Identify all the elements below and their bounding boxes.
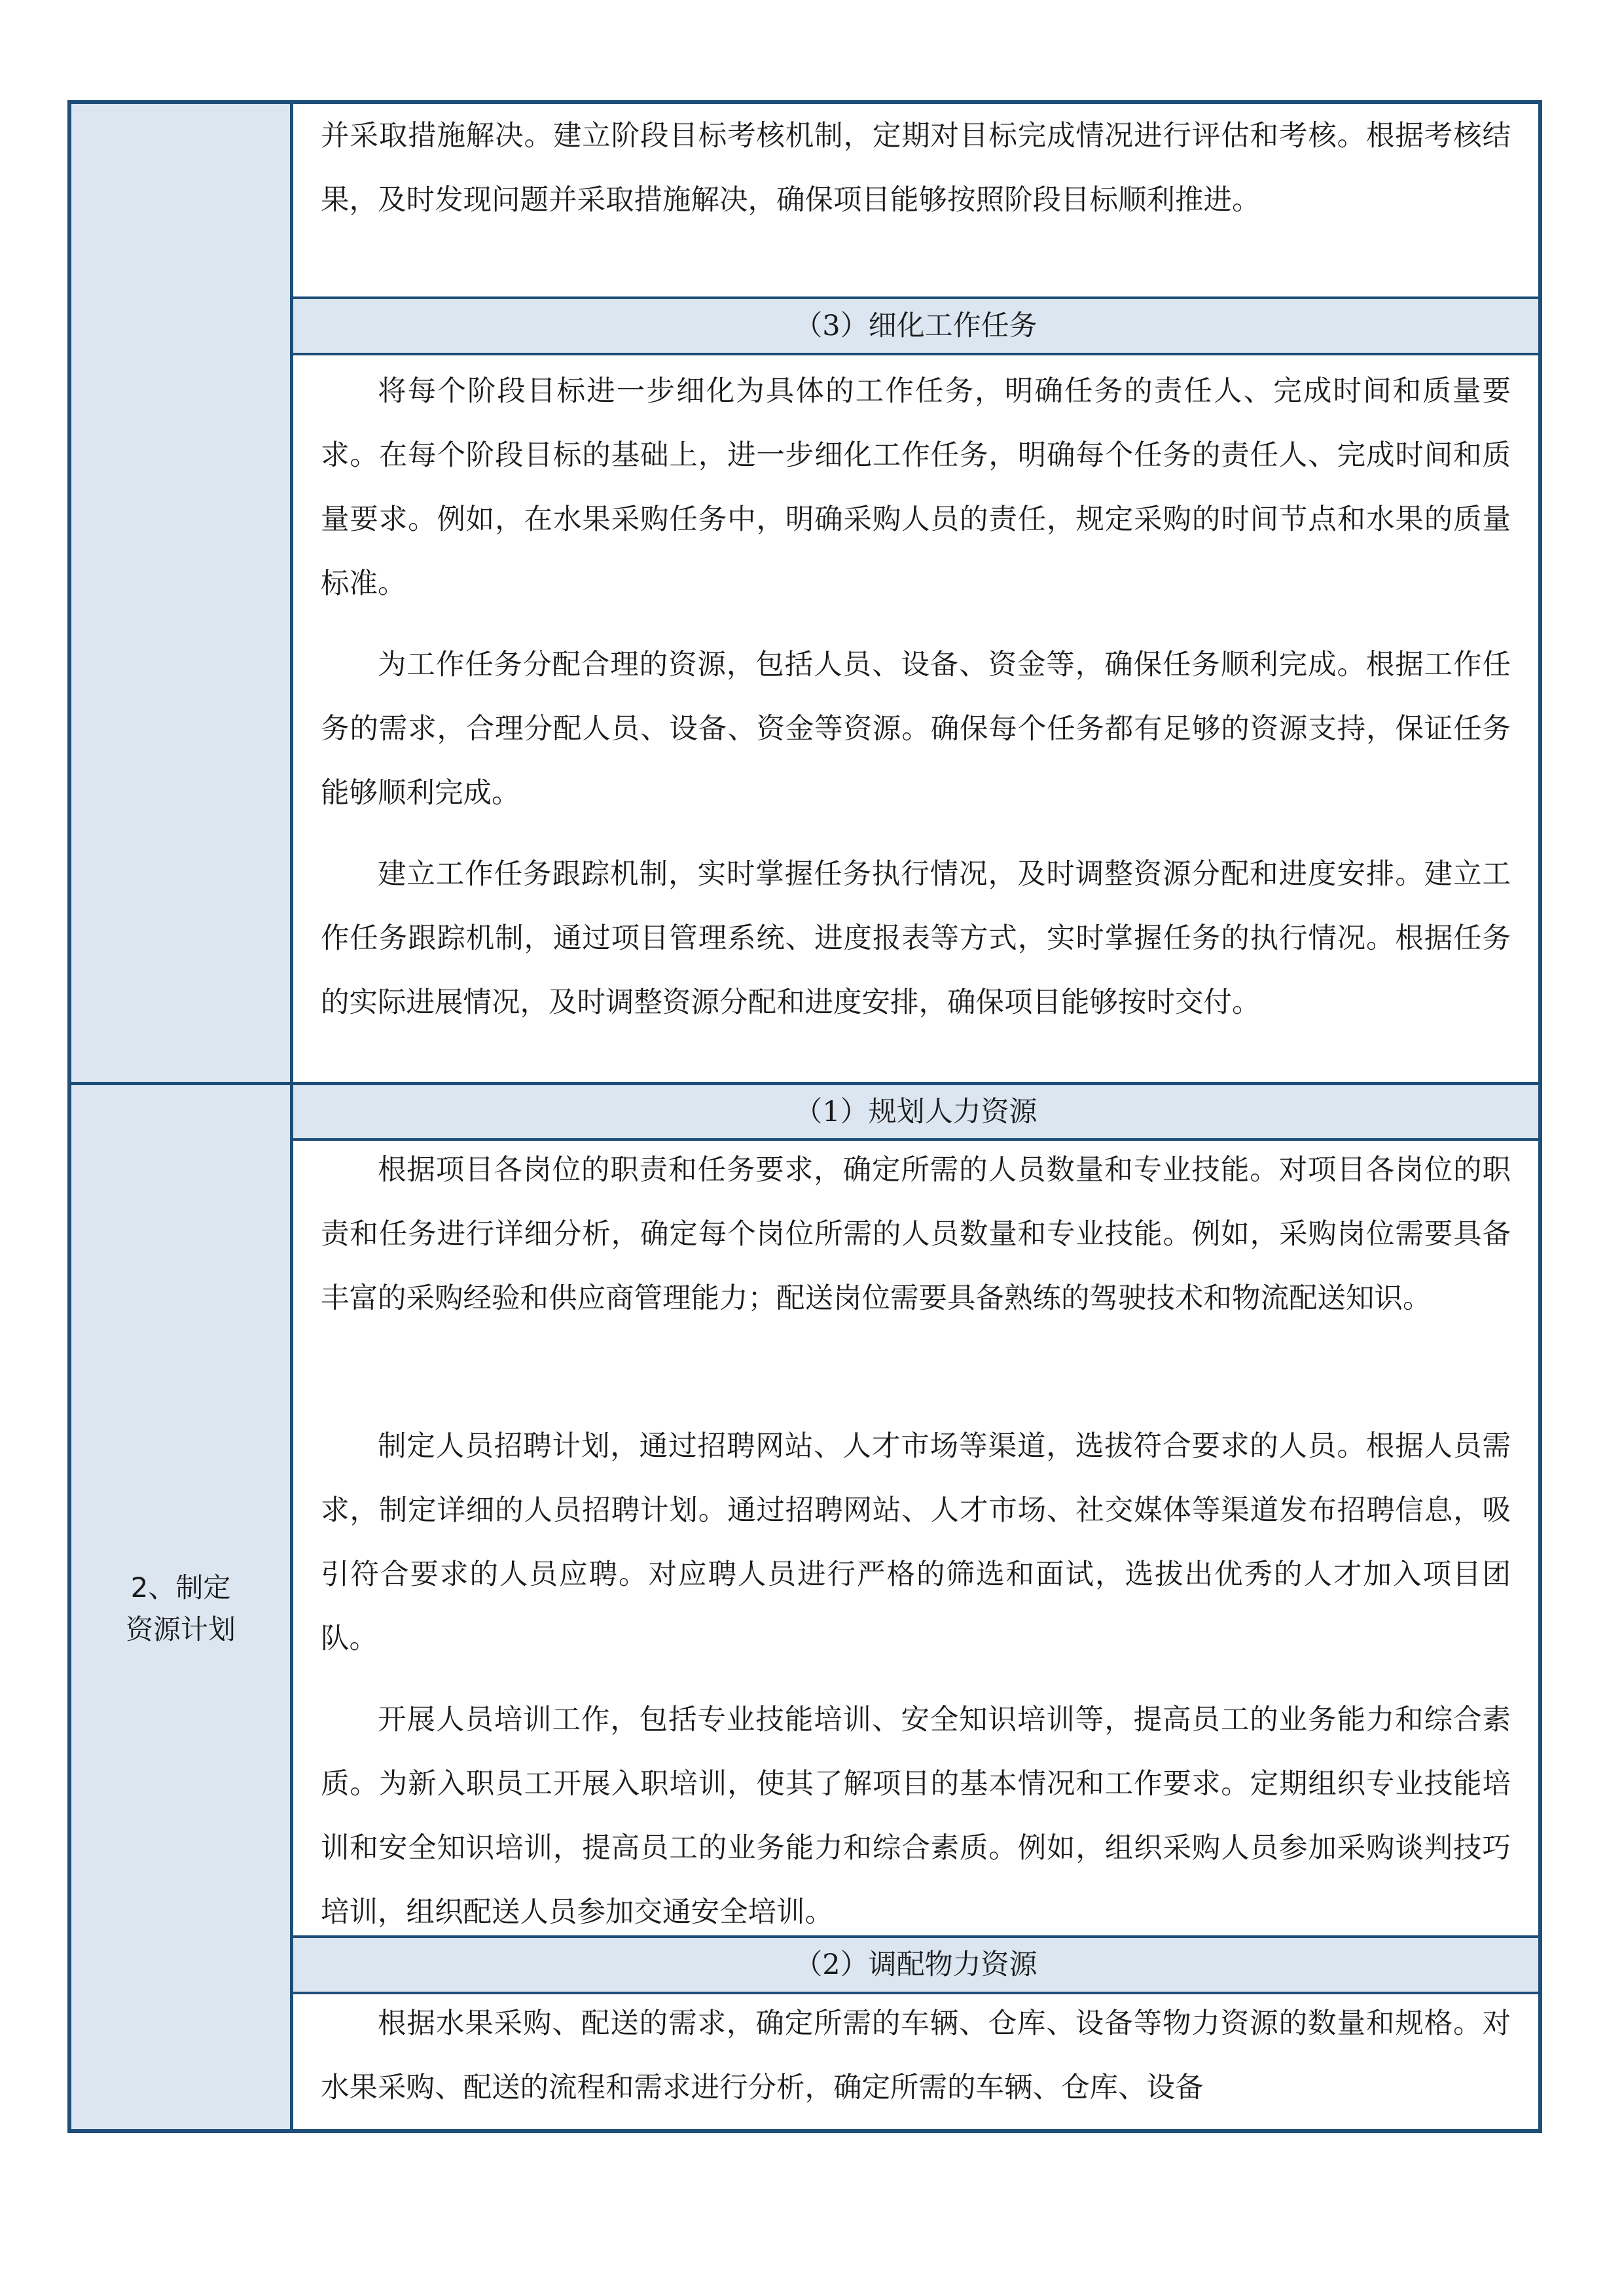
- paragraph: 开展人员培训工作，包括专业技能培训、安全知识培训等，提高员工的业务能力和综合素质。为新入职员工开展入职培训，使其了解项目的基本情况和工作要求。定期组织专业技能培训和安全知识培训，提高员工的业务能力和综合素质。例如，组织采购人员参加采购谈判技巧培训，组织配送人员参加交通安全培训。: [321, 1704, 1511, 1929]
- section-header-text: （3）细化工作任务: [794, 310, 1038, 342]
- content-column: [293, 104, 1538, 2129]
- section-header-text: （1）规划人力资源: [794, 1096, 1038, 1128]
- paragraph-continued: 并采取措施解决。建立阶段目标考核机制，定期对目标完成情况进行评估和考核。根据考核结果，及时发现问题并采取措施解决，确保项目能够按照阶段目标顺利推进。: [321, 120, 1511, 217]
- paragraph: 建立工作任务跟踪机制，实时掌握任务执行情况，及时调整资源分配和进度安排。建立工作任务跟踪机制，通过项目管理系统、进度报表等方式，实时掌握任务的执行情况。根据任务的实际进展情况，及时调整资源分配和进度安排，确保项目能够按时交付。: [321, 858, 1511, 1019]
- section-header-refine-tasks: [293, 296, 1538, 355]
- paragraph: 将每个阶段目标进一步细化为具体的工作任务，明确任务的责任人、完成时间和质量要求。在每个阶段目标的基础上，进一步细化工作任务，明确每个任务的责任人、完成时间和质量要求。例如，在水果采购任务中，明确采购人员的责任，规定采购的时间节点和水果的质量标准。: [321, 375, 1511, 600]
- section-header-human-resources: [293, 1082, 1538, 1141]
- section-header-text: （2）调配物力资源: [794, 1948, 1038, 1981]
- left-label-column: [71, 104, 293, 2129]
- paragraph: 为工作任务分配合理的资源，包括人员、设备、资金等，确保任务顺利完成。根据工作任务的需求，合理分配人员、设备、资金等资源。确保每个任务都有足够的资源支持，保证任务能够顺利完成。: [321, 649, 1511, 810]
- paragraph: 根据水果采购、配送的需求，确定所需的车辆、仓库、设备等物力资源的数量和规格。对水果采购、配送的流程和需求进行分析，确定所需的车辆、仓库、设备: [321, 2007, 1511, 2104]
- document-table: [67, 100, 1542, 2133]
- row-label-text: 2、制定资源计划: [125, 1571, 236, 1645]
- paragraph: 根据项目各岗位的职责和任务要求，确定所需的人员数量和专业技能。对项目各岗位的职责和任务进行详细分析，确定每个岗位所需的人员数量和专业技能。例如，采购岗位需要具备丰富的采购经验和供应商管理能力；配送岗位需要具备熟练的驾驶技术和物流配送知识。: [321, 1154, 1511, 1315]
- section-header-material-resources: [293, 1935, 1538, 1994]
- row-label-resource-plan: [71, 1567, 290, 1651]
- paragraph: 制定人员招聘计划，通过招聘网站、人才市场等渠道，选拔符合要求的人员。根据人员需求，制定详细的人员招聘计划。通过招聘网站、人才市场、社交媒体等渠道发布招聘信息，吸引符合要求的人员应聘。对应聘人员进行严格的筛选和面试，选拔出优秀的人才加入项目团队。: [321, 1430, 1511, 1655]
